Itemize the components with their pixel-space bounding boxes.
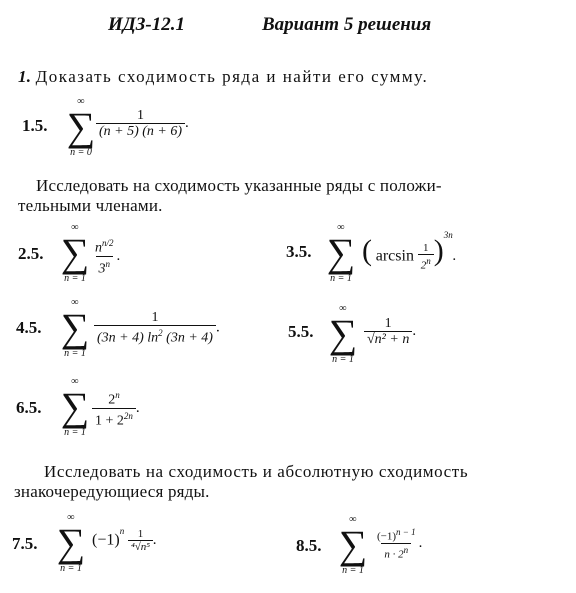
fraction [418,242,434,272]
sum-upper: ∞ [67,512,75,523]
sum-block [336,514,370,576]
right-paren: ) [433,234,444,267]
item-label: 3.5. [286,242,312,261]
summand [92,526,157,553]
item-label: 7.5. [12,534,38,553]
outer-exponent: 3n [443,230,453,240]
task-1-heading [18,67,428,87]
sign-exponent: n [119,526,125,536]
task-text: Доказать сходимость ряда и найти его сумму. [35,67,429,86]
fraction [94,310,216,346]
base: 2 [108,392,116,408]
numerator [374,526,419,543]
sum-lower: n = 1 [64,348,86,359]
sum-upper: ∞ [339,303,347,314]
task-2-line-2: тельными членами. [18,196,163,215]
numerator [105,388,123,408]
task-3-line-2: знакочередующиеся ряды. [14,482,210,501]
left-paren: ( [362,234,372,267]
period: . [153,532,157,548]
summand [362,230,456,271]
sigma-symbol: ∑ [338,522,368,567]
function-name: arcsin [375,247,414,265]
denominator [96,256,114,277]
item-label: 2.5. [18,244,44,263]
denominator: (n + 5) (n + 6) [96,123,185,139]
summand [364,316,416,347]
base: 3 [98,261,106,277]
sigma-symbol: ∑ [56,520,86,565]
doc-id: ИДЗ-12.1 [108,14,186,35]
summand [92,236,120,276]
summand [374,526,422,560]
period: . [418,534,423,551]
fraction [128,528,153,553]
period: . [185,115,189,132]
fraction [374,526,419,560]
item-label: 4.5. [16,318,42,337]
exponent: n [426,255,431,266]
item-label: 5.5. [288,322,314,341]
item-label: 1.5. [22,116,48,135]
base: (−1) [377,530,397,543]
denominator-part: (3n + 4) ln [97,330,159,346]
denominator: ⁴√n⁵ [128,540,153,553]
exponent: n − 1 [396,527,416,537]
sum-lower: n = 1 [342,565,364,576]
task-number: 1. [18,67,32,86]
task-2-line-1: Исследовать на сходимость указанные ряды с положи- [36,176,442,195]
variant-title: Вариант 5 решения [262,14,432,35]
sigma-symbol: ∑ [328,311,358,356]
sum-lower: n = 1 [330,273,352,284]
sigma-symbol: ∑ [60,384,90,429]
sigma-symbol: ∑ [326,230,356,275]
denominator [92,408,136,429]
period: . [412,323,417,340]
denominator [94,325,216,346]
denominator-part: (3n + 4) [166,330,213,346]
sum-lower: n = 1 [60,563,82,574]
sum-block [58,297,92,359]
denominator [381,543,411,561]
sigma-symbol: ∑ [66,104,96,149]
numerator: 1 [137,108,145,123]
numerator: 1 [151,310,159,325]
sum-block [324,222,358,284]
numerator: 1 [384,316,392,331]
item-label: 6.5. [16,398,42,417]
fraction [92,236,117,276]
sigma-symbol: ∑ [60,230,90,275]
exponent: n [403,544,409,555]
period: . [215,319,220,336]
sum-upper: ∞ [77,96,85,107]
sum-lower: n = 1 [64,427,86,438]
sum-lower: n = 1 [332,354,354,365]
base: 1 + 2 [95,413,124,429]
sigma-symbol: ∑ [60,305,90,350]
fraction [92,388,136,428]
numerator: 1 [137,528,144,541]
summand [96,108,189,139]
sum-upper: ∞ [71,222,79,233]
exponent: n/2 [102,238,114,248]
base: 2 [420,259,427,272]
sum-upper: ∞ [71,297,79,308]
numerator: 1 [422,241,429,254]
base: n · 2 [384,548,404,561]
period: . [116,247,121,264]
summand [94,310,220,346]
exponent: n [105,258,110,269]
exponent: 2n [123,410,133,421]
period: . [135,399,140,416]
sum-lower: n = 1 [64,273,86,284]
item-label: 8.5. [296,536,322,555]
sum-block [326,303,360,365]
summand [92,388,140,428]
numerator [92,236,117,256]
sum-block [64,96,98,158]
denominator: √n² + n [364,331,412,347]
period: . [452,248,457,264]
task-3-line-1: Исследовать на сходимость и абсолютную сходимость [44,462,469,481]
sum-block [58,376,92,438]
sum-lower: n = 0 [70,147,92,158]
exponent: n [115,390,120,400]
sum-block [58,222,92,284]
sum-upper: ∞ [349,514,357,525]
sum-upper: ∞ [71,376,79,387]
fraction [96,108,185,139]
sign-base: (−1) [92,531,120,549]
sum-upper: ∞ [337,222,345,233]
fraction [364,316,412,347]
denominator [418,254,434,272]
exponent: 2 [158,328,163,338]
sum-block [54,512,88,574]
base: n [95,240,102,256]
